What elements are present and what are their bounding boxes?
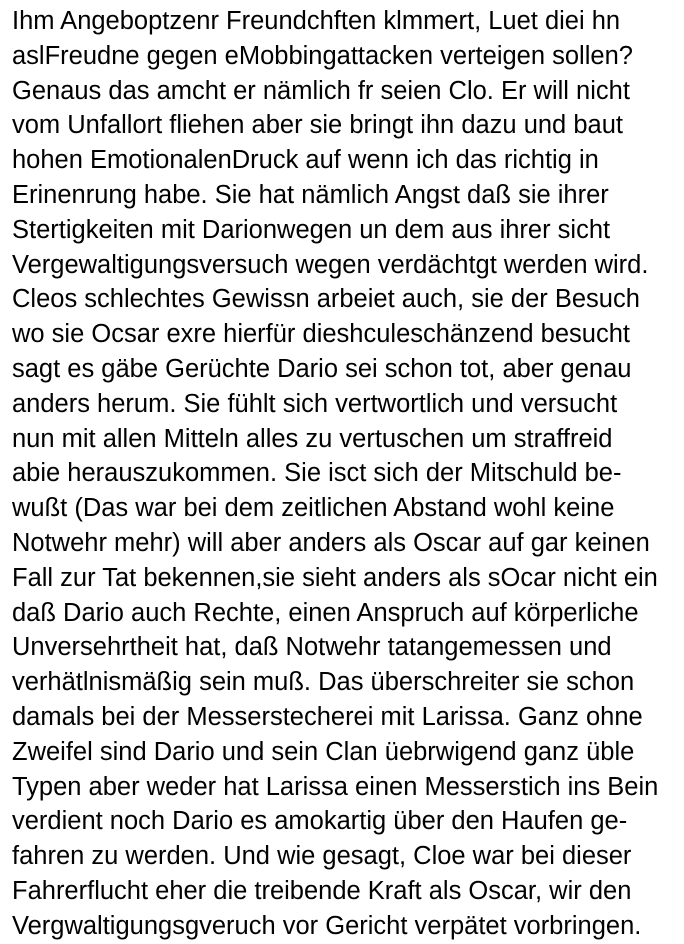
text-line-17: Fall zur Tat bekennen,sie sieht anders als sOcar nicht ein <box>12 563 658 592</box>
text-line-21: damals bei der Messerstecherei mit Larissa. Ganz ohne <box>12 702 643 731</box>
text-line-7: Stertigkeiten mit Darionwegen un dem aus ihrer sicht <box>12 215 611 244</box>
text-line-2: aslFreudne gegen eMobbingattacken verteigen sollen? <box>12 41 633 70</box>
text-line-23: Typen aber weder hat Larissa einen Messerstich ins Bein <box>12 772 659 801</box>
text-line-6: Erinenrung habe. Sie hat nämlich Angst daß sie ihrer <box>12 180 609 209</box>
text-line-18: daß Dario auch Rechte, einen Anspruch auf körperliche <box>12 598 639 627</box>
text-line-24: verdient noch Dario es amokartig über den Haufen ge- <box>12 807 628 836</box>
text-line-11: sagt es gäbe Gerüchte Dario sei schon tot, aber genau <box>12 354 632 383</box>
text-line-12: anders herum. Sie fühlt sich vertwortlich und versucht <box>12 389 618 418</box>
text-line-15: wußt (Das war bei dem zeitlichen Abstand wohl keine <box>12 494 615 523</box>
text-line-8: Vergewaltigungsversuch wegen verdächtgt werden wird. <box>12 250 649 279</box>
text-line-1: Ihm Angeboptzenr Freundchften klmmert, Luet diei hn <box>12 7 621 35</box>
text-line-10: wo sie Ocsar exre hierfür dieshculeschänzend besucht <box>12 320 630 349</box>
text-line-22: Zweifel sind Dario und sein Clan üebrwigend ganz üble <box>12 737 635 766</box>
text-line-9: Cleos schlechtes Gewissn arbeiet auch, sie der Besuch <box>12 285 640 314</box>
text-line-25: fahren zu werden. Und wie gesagt, Cloe war bei dieser <box>12 842 632 871</box>
text-line-14: abie herauszukommen. Sie isct sich der Mitschuld be- <box>12 459 622 488</box>
body-text <box>12 4 680 944</box>
text-line-26: Fahrerflucht eher die treibende Kraft als Oscar, wir den <box>12 876 632 905</box>
text-line-3: Genaus das amcht er nämlich fr seien Clo. Er will nicht <box>12 76 630 105</box>
text-line-4: vom Unfallort fliehen aber sie bringt ihn dazu und baut <box>12 111 623 140</box>
text-line-20: verhätlnismäßig sein muß. Das überschreiter sie schon <box>12 668 635 697</box>
text-line-13: nun mit allen Mitteln alles zu vertuschen um straffreid <box>12 424 613 453</box>
text-line-19: Unversehrtheit hat, daß Notwehr tatangemessen und <box>12 633 612 662</box>
text-line-27: Vergwaltigungsgveruch vor Gericht verpätet vorbringen. <box>12 911 642 940</box>
text-line-5: hohen EmotionalenDruck auf wenn ich das richtig in <box>12 146 599 175</box>
text-line-16: Notwehr mehr) will aber anders als Oscar auf gar keinen <box>12 528 650 557</box>
